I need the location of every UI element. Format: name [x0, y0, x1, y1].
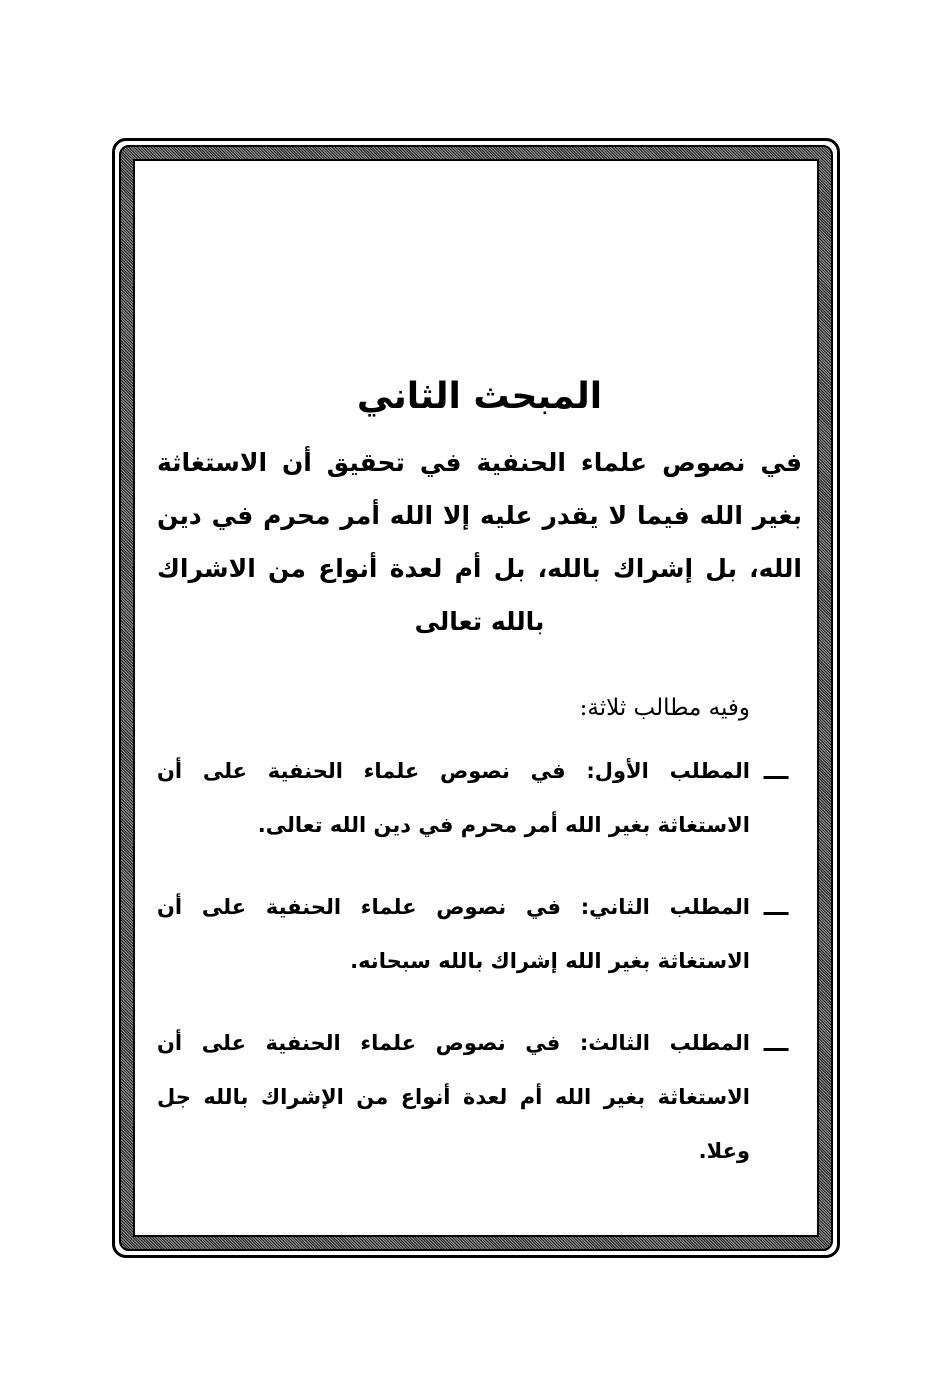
list-bullet: ـــ	[763, 893, 789, 921]
list-bullet: ـــ	[763, 757, 789, 785]
section-two-text: المطلب الثاني: في نصوص علماء الحنفية على أن الاستغاثة بغير الله إشراك بالله سبحانه.	[157, 895, 750, 973]
list-item	[157, 1016, 802, 1178]
chapter-subtitle: في نصوص علماء الحنفية في تحقيق أن الاستغاثة بغير الله فيما لا يقدر عليه إلا الله أمر محرم في دين الله، بل إشراك بالله، بل أم لعدة أنواع من الاشراك بالله تعالى	[157, 448, 802, 636]
list-bullet: ـــ	[763, 1029, 789, 1057]
sections-list	[157, 744, 802, 1178]
list-item	[157, 880, 802, 988]
section-one-text: المطلب الأول: في نصوص علماء الحنفية على أن الاستغاثة بغير الله أمر محرم في دين الله تعالى.	[157, 759, 750, 837]
section-three-text: المطلب الثالث: في نصوص علماء الحنفية على أن الاستغاثة بغير الله أم لعدة أنواع من الإشراك بالله جل وعلا.	[157, 1031, 750, 1163]
chapter-content	[157, 370, 802, 1206]
list-item	[157, 744, 802, 852]
chapter-title: المبحث الثاني	[356, 376, 603, 417]
sections-intro: وفيه مطالب ثلاثة:	[579, 695, 750, 721]
